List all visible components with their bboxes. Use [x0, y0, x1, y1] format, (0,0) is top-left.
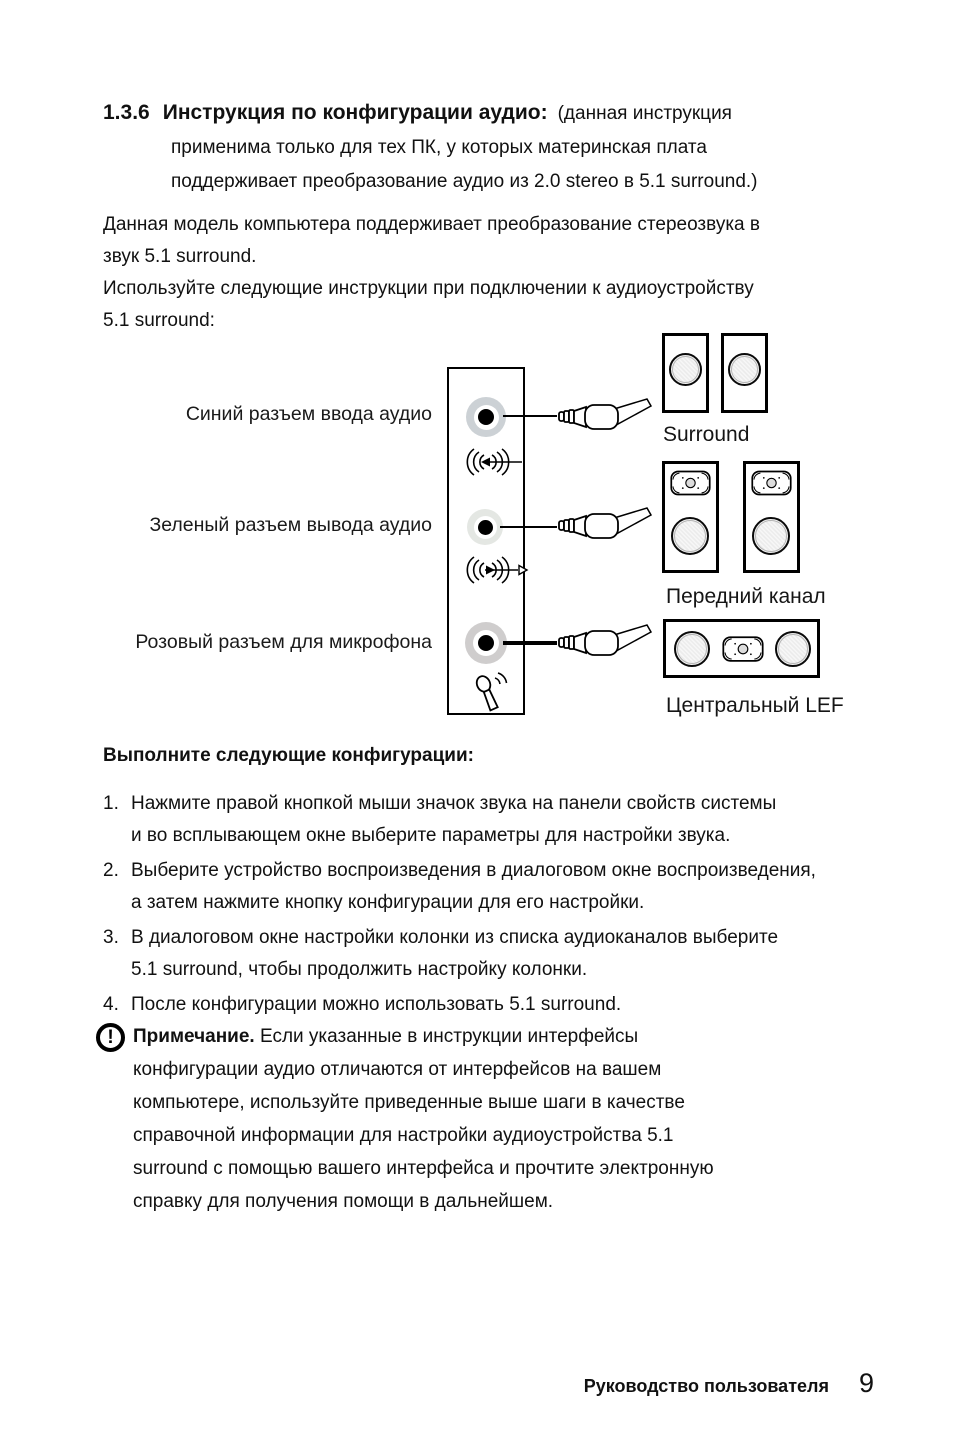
step-item [103, 855, 816, 919]
step-text [131, 855, 816, 919]
step-line: После конфигурации можно использовать 5.1 surround. [131, 994, 622, 1015]
intro-paragraph [103, 209, 760, 337]
page-footer [584, 1368, 874, 1399]
audio-plug [557, 505, 653, 545]
step-number: 4. [103, 994, 119, 1015]
note-line: surround с помощью вашего интерфейса и прочтите электронную [133, 1158, 714, 1179]
microphone-icon [471, 668, 509, 718]
surround-label: Surround [663, 423, 750, 446]
note-line [133, 1020, 886, 1053]
step-item [103, 989, 816, 1021]
intro-line: 5.1 surround: [103, 310, 215, 331]
note-line-rest: Если указанные в инструкции интерфейсы [254, 1026, 639, 1047]
step-line: Выберите устройство воспроизведения в диалоговом окне воспроизведения, [131, 860, 816, 881]
io-panel [447, 367, 525, 715]
blue-jack-label: Синий разъем ввода аудио [185, 403, 432, 425]
section-number: 1.3.6 [103, 101, 150, 124]
center-lef-speaker [663, 619, 820, 678]
step-text [131, 922, 778, 986]
surround-speaker-left [662, 333, 709, 413]
step-line: Нажмите правой кнопкой мыши значок звука на панели свойств системы [131, 793, 777, 814]
step-number: 2. [103, 860, 119, 881]
audio-line-in-icon [464, 444, 524, 478]
front-speaker-right [743, 461, 800, 573]
step-line: и во всплывающем окне выберите параметры для настройки звука. [131, 825, 731, 846]
audio-plug [557, 396, 653, 436]
note-block [96, 1020, 886, 1218]
tweeter-icon [670, 470, 711, 496]
exclamation-icon: ! [96, 1023, 125, 1052]
config-heading: Выполните следующие конфигурации: [103, 745, 474, 766]
tweeter-icon [722, 635, 764, 663]
surround-speaker-right [721, 333, 768, 413]
intro-line: звук 5.1 surround. [103, 246, 257, 267]
green-jack-label: Зеленый разъем вывода аудио [149, 514, 432, 536]
steps-list [103, 788, 816, 1024]
step-item [103, 922, 816, 986]
pink-jack-label: Розовый разъем для микрофона [135, 631, 432, 653]
mic-jack [465, 622, 507, 664]
audio-in-jack [466, 397, 506, 437]
section-heading [103, 96, 758, 199]
connector-line [503, 415, 557, 417]
heading-subtitle-line: поддерживает преобразование аудио из 2.0 stereo в 5.1 surround.) [171, 171, 758, 192]
step-text [131, 989, 621, 1021]
step-text [131, 788, 776, 852]
intro-line: Данная модель компьютера поддерживает преобразование стереозвука в [103, 214, 760, 235]
intro-line: Используйте следующие инструкции при подключении к аудиоустройству [103, 278, 754, 299]
step-item [103, 788, 816, 852]
footer-label: Руководство пользователя [583, 1376, 829, 1396]
note-text [133, 1020, 886, 1218]
audio-plug [557, 622, 653, 662]
connector-line [500, 526, 557, 528]
note-title: Примечание. [133, 1026, 255, 1047]
step-line: 5.1 surround, чтобы продолжить настройку колонки. [131, 959, 588, 980]
page-number: 9 [858, 1368, 874, 1398]
heading-subtitle: (данная инструкция [557, 103, 732, 124]
audio-line-out-icon [464, 552, 530, 586]
step-line: а затем нажмите кнопку конфигурации для его настройки. [131, 892, 645, 913]
heading-subtitle-line: применима только для тех ПК, у которых материнская плата [171, 137, 707, 158]
front-channel-label: Передний канал [666, 585, 826, 608]
step-number: 1. [103, 793, 119, 814]
heading-line-1 [103, 96, 758, 131]
audio-out-jack [467, 509, 503, 545]
tweeter-icon [751, 470, 792, 496]
note-line: справку для получения помощи в дальнейшем. [133, 1191, 554, 1212]
note-line: справочной информации для настройки аудиоустройства 5.1 [133, 1125, 674, 1146]
connector-line [503, 641, 557, 645]
center-lef-label: Центральный LEF [666, 694, 844, 717]
section-title: Инструкция по конфигурации аудио: [162, 101, 548, 124]
note-line: конфигурации аудио отличаются от интерфейсов на вашем [133, 1059, 662, 1080]
front-speaker-left [662, 461, 719, 573]
note-line: компьютере, используйте приведенные выше шаги в качестве [133, 1092, 685, 1113]
step-line: В диалоговом окне настройки колонки из списка аудиоканалов выберите [131, 927, 779, 948]
step-number: 3. [103, 927, 119, 948]
